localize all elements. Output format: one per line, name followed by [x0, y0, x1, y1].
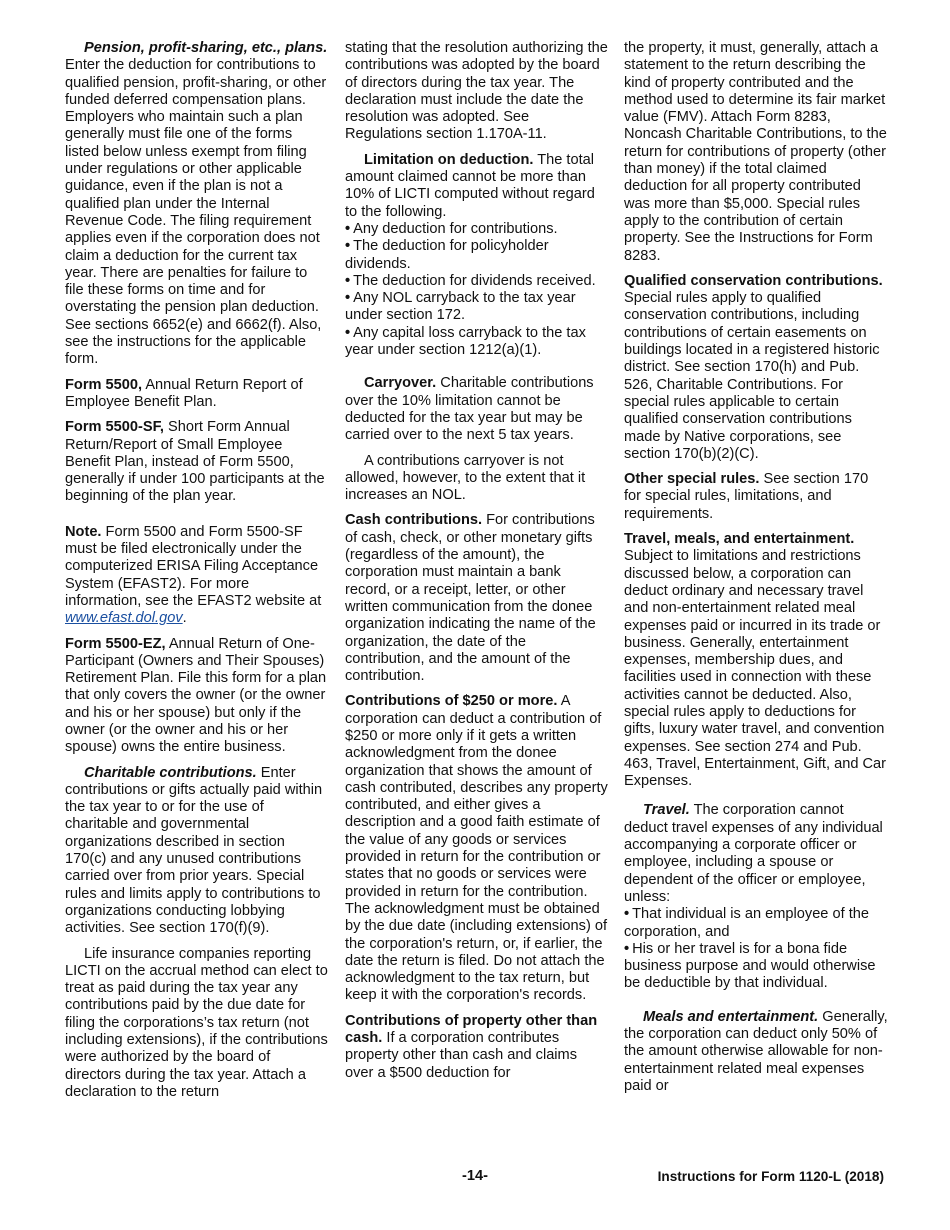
other-rules-heading: Other special rules. [624, 471, 760, 488]
form-5500-text: Annual Return Report of Employee Benefit Plan. [65, 376, 303, 410]
list-item-text: His or her travel is for a bona fide business purpose and would otherwise be deductible by that individual. [624, 940, 876, 992]
meals-paragraph [624, 1009, 888, 1095]
note-text: Form 5500 and Form 5500-SF must be filed electronically under the computerized ERISA Filing Acceptance System (EFAST2). For more information, see the EFAST2 website at [65, 523, 322, 609]
form-5500-paragraph [65, 377, 329, 412]
list-item: • Any deduction for contributions. [345, 220, 558, 237]
form-5500sf-text: Short Form Annual Return/Report of Small Employee Benefit Plan, instead of Form 5500, generally if under 100 participants at the beginning of the plan year. [65, 419, 325, 505]
document-title: Instructions for Form 1120-L (2018) [657, 1169, 884, 1184]
charitable-paragraph [65, 765, 329, 938]
property-continued-paragraph: the property, it must, generally, attach a statement to the return describing the kind of property contributed and the method used to determine its fair market value (FMV). Attach Form 8283, Noncash Charitable Contributions, to the return for contributions of property (other than money) if the total claimed deduction for all property contributed was more than $5,000. Special rules apply to the contribution of certain property. See the Instructions for Form 8283. [624, 40, 887, 264]
qualified-conservation-paragraph [624, 273, 888, 463]
list-item-text: Any deduction for contributions. [353, 220, 558, 237]
pension-text: Enter the deduction for contributions to qualified pension, profit-sharing, or other funded deferred compensation plans. Employers who maintain such a plan generally must file one of the forms listed below unless exempt from filing under regulations or other applicable guidance, even if the plan is not a qualified plan under the Internal Revenue Code. The filing requirement applies even if the corporation does not claim a deduction for the current tax year. There are penalties for failure to file these forms on time and for overstating the pension plan deduction. See sections 6652(e) and 6662(f). Also, see the instructions for the applicable form. [65, 57, 327, 368]
qualified-conservation-heading: Qualified conservation contributions. [624, 272, 883, 289]
life-insurance-paragraph: Life insurance companies reporting LICTI on the accrual method can elect to treat as paid during the tax year any contributions paid by the due date for filing the corporations’s tax return (not including extensions), if the contributions were authorized by the board of directors during the tax year. Attach a declaration to the return [65, 945, 328, 1100]
note-end: . [182, 610, 187, 627]
list-item: • His or her travel is for a bona fide business purpose and would otherwise be deductible by that individual. [624, 940, 876, 992]
list-item-text: Any capital loss carryback to the tax year under section 1212(a)(1). [345, 324, 586, 359]
carryover-text: Charitable contributions over the 10% limitation cannot be deducted for the tax year but may be carried over to the next 5 tax years. [345, 375, 594, 444]
contributions-250-paragraph [345, 693, 609, 1004]
contributions-250-text: A corporation can deduct a contribution of $250 or more only if it gets a written acknowledgment from the donee organization that shows the amount of cash contributed, describes any property contributed, and either gives a description and a good faith estimate of the value of any goods or services provided in return for the contribution or states that no goods or services were provided in return for the contribution. The acknowledgment must be obtained by the due date (including extensions) of the corporation's return, or, if earlier, the date the return is filed. Do not attach the acknowledgment to the tax return, but keep it with the corporation's records. [345, 693, 608, 1004]
form-5500ez-text: Annual Return of One-Participant (Owners and Their Spouses) Retirement Plan. File this form for a plan that only covers the owner (or the owner and his or her spouse) but only if the owner (or the owner and his or her spouse) owns the entire business. [65, 635, 327, 756]
property-contributions-heading: Contributions of property other than cash. [345, 1012, 598, 1047]
travel-heading: Travel. [643, 802, 690, 819]
carryover-paragraph [345, 375, 609, 444]
form-5500ez-heading: Form 5500-EZ, [65, 635, 166, 652]
contributions-250-heading: Contributions of $250 or more. [345, 693, 558, 710]
list-item: • That individual is an employee of the corporation, and [624, 906, 869, 940]
travel-paragraph [624, 802, 888, 906]
efast-link[interactable]: www.efast.dol.gov [65, 610, 183, 627]
limitation-text: The total amount claimed cannot be more than 10% of LICTI computed without regard to the following. [345, 151, 595, 220]
column-3 [624, 40, 888, 1103]
carryover-heading: Carryover. [364, 375, 437, 392]
list-item-text: The deduction for policyholder dividends. [345, 238, 549, 272]
other-rules-text: See section 170 for special rules, limitations, and requirements. [624, 471, 869, 522]
note-paragraph [65, 524, 329, 628]
cash-contributions-text: For contributions of cash, check, or other monetary gifts (regardless of the amount), the corporation must maintain a bank record, or a receipt, letter, or other written communication from the donee organization indicating the name of the organization, the date of the contribution, and the amount of the contribution. [345, 512, 596, 685]
form-5500-heading: Form 5500, [65, 376, 143, 393]
resolution-paragraph: stating that the resolution authorizing the contributions was adopted by the board of directors during the tax year. The declaration must include the date the resolution was adopted. See Regulations section 1.170A-11. [345, 40, 608, 143]
travel-text: The corporation cannot deduct travel expenses of any individual accompanying a corporate officer or employee, including a spouse or dependent of the officer or employee, unless: [624, 802, 883, 905]
cash-contributions-heading: Cash contributions. [345, 512, 483, 529]
page-number: -14- [462, 1168, 488, 1184]
limitation-bullet-list [345, 221, 609, 359]
list-item: • Any NOL carryback to the tax year under section 172. [345, 290, 576, 324]
qualified-conservation-text: Special rules apply to qualified conservation contributions, including contributions of certain easements on buildings located in a registered historic district. See section 170(h) and Pub. 526, Charitable Contributions. For special rules applicable to certain qualified conservation contributions made by Native corporations, see section 170(b)(2)(C). [624, 290, 880, 462]
travel-bullet-list [624, 906, 888, 992]
charitable-heading: Charitable contributions. [84, 764, 257, 781]
charitable-text: Enter contributions or gifts actually paid within the tax year to or for the use of charitable and governmental organizations described in section 170(c) and any unused contributions carried over from prior years. Special rules and limits apply to contributions to organizations conducting lobbying activities. See section 170(f)(9). [65, 764, 323, 937]
list-item: • Any capital loss carryback to the tax year under section 1212(a)(1). [345, 324, 586, 359]
meals-text: Generally, the corporation can deduct only 50% of the amount otherwise allowable for non-entertainment related meal expenses paid or [624, 1008, 888, 1094]
meals-heading: Meals and entertainment. [643, 1008, 819, 1025]
limitation-paragraph [345, 152, 609, 221]
form-5500ez-paragraph [65, 636, 329, 757]
other-rules-paragraph [624, 471, 888, 523]
column-2 [345, 40, 609, 1090]
property-contributions-paragraph [345, 1013, 609, 1082]
limitation-heading: Limitation on deduction. [364, 151, 534, 168]
column-1 [65, 40, 329, 1109]
carryover-nol-paragraph: A contributions carryover is not allowed, however, to the extent that it increases an NOL. [345, 452, 586, 504]
property-contributions-text: If a corporation contributes property other than cash and claims over a $500 deduction for [345, 1030, 578, 1081]
list-item: • The deduction for dividends received. [345, 272, 596, 289]
list-item-text: Any NOL carryback to the tax year under section 172. [345, 290, 576, 324]
form-5500sf-heading: Form 5500-SF, [65, 419, 164, 436]
travel-meals-text: Subject to limitations and restrictions discussed below, a corporation can deduct ordinary and necessary travel and non-entertainment related meal expenses paid or incurred in its trade or business. Generally, entertainment expenses, membership dues, and facilities used in connection with these activities cannot be deducted. Also, special rules apply to deductions for gifts, luxury water travel, and convention expenses. See section 274 and Pub. 463, Travel, Entertainment, Gift, and Car Expenses. [624, 548, 887, 790]
list-item-text: That individual is an employee of the corporation, and [624, 906, 869, 940]
pension-heading: Pension, profit-sharing, etc., plans. [84, 40, 328, 56]
form-5500sf-paragraph [65, 419, 329, 505]
list-item-text: The deduction for dividends received. [353, 272, 596, 289]
note-heading: Note. [65, 523, 102, 540]
travel-meals-heading: Travel, meals, and entertainment. [624, 531, 855, 548]
cash-contributions-paragraph [345, 512, 609, 685]
list-item: • The deduction for policyholder dividends. [345, 238, 549, 272]
travel-meals-paragraph [624, 531, 888, 790]
pension-paragraph [65, 40, 329, 369]
